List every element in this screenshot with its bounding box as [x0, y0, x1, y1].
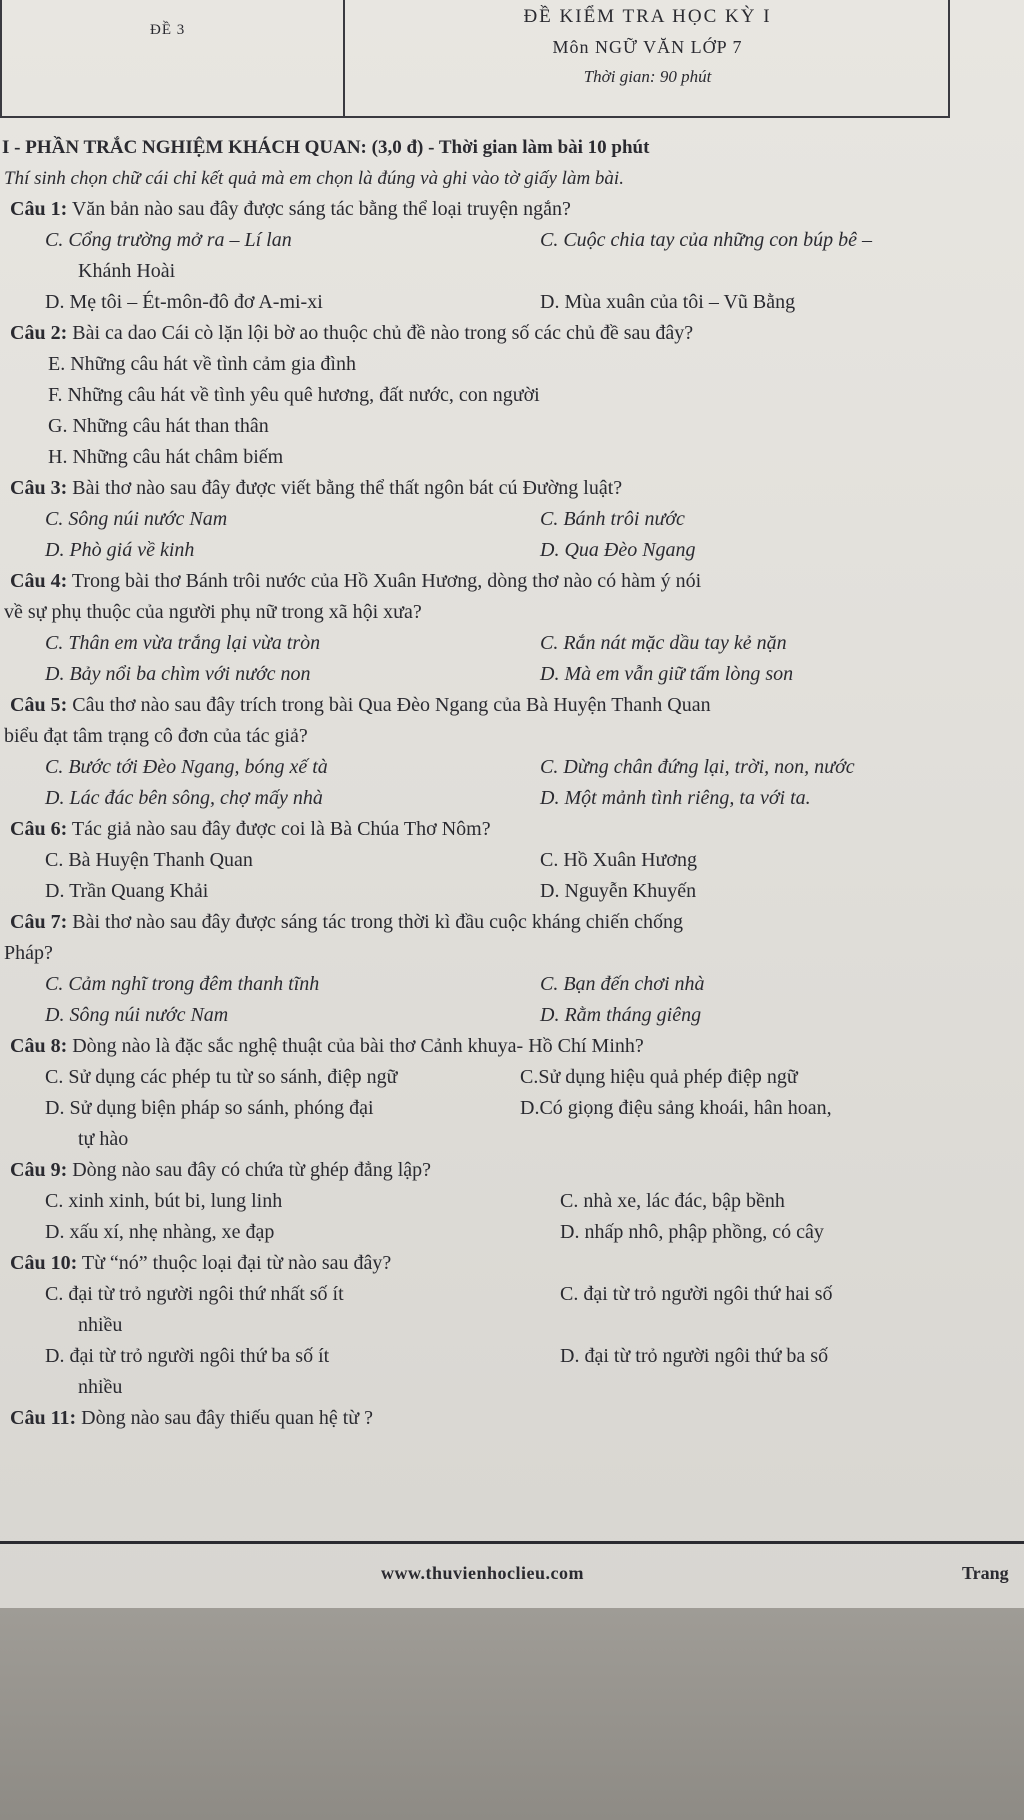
- question-number: Câu 6:: [10, 818, 68, 840]
- exam-code: ĐỀ 3: [150, 22, 186, 38]
- option: C. Cảm nghĩ trong đêm thanh tĩnh: [45, 973, 320, 995]
- option: C. Bánh trôi nước: [540, 508, 685, 530]
- options-row: [0, 969, 1024, 1000]
- question-number: Câu 8:: [10, 1035, 68, 1057]
- option-continuation: [0, 1372, 1024, 1403]
- option: F. Những câu hát về tình yêu quê hương, đất nước, con người: [48, 384, 540, 406]
- option-continuation-text: Khánh Hoài: [78, 260, 176, 282]
- question-number: Câu 1:: [10, 198, 68, 220]
- option: C. đại từ trỏ người ngôi thứ nhất số ít: [45, 1283, 344, 1305]
- option-continuation: [0, 1124, 1024, 1155]
- question-text: Bài thơ nào sau đây được viết bằng thể thất ngôn bát cú Đường luật?: [67, 477, 623, 499]
- option: D. Qua Đèo Ngang: [540, 539, 696, 561]
- section-title: I - PHẦN TRẮC NGHIỆM KHÁCH QUAN: (3,0 đ) - Thời gian làm bài 10 phút: [2, 137, 650, 158]
- option: C. Thân em vừa trắng lại vừa tròn: [45, 632, 321, 654]
- options-row: [0, 876, 1024, 907]
- option-continuation: [0, 1310, 1024, 1341]
- option: C. Sông núi nước Nam: [45, 508, 228, 530]
- question-6: [0, 814, 1024, 845]
- options-row: [0, 628, 1024, 659]
- question-number: Câu 10:: [10, 1252, 78, 1274]
- question-3: [0, 473, 1024, 504]
- option-continuation: [0, 256, 1024, 287]
- question-11: [0, 1403, 1024, 1434]
- option-row: [0, 380, 1024, 411]
- option: C. xinh xinh, bút bi, lung linh: [45, 1190, 283, 1212]
- option: D. Mẹ tôi – Ét-môn-đô đơ A-mi-xi: [45, 291, 323, 313]
- option: D. đại từ trỏ người ngôi thứ ba số: [560, 1345, 829, 1367]
- question-4: [0, 566, 1024, 597]
- option-continuation-text: tự hào: [78, 1128, 129, 1150]
- option: C. Cổng trường mở ra – Lí lan: [45, 229, 292, 251]
- exam-title: ĐỀ KIỂM TRA HỌC KỲ I: [523, 6, 772, 27]
- options-row: [0, 845, 1024, 876]
- options-row: [0, 1279, 1024, 1310]
- options-row: [0, 1000, 1024, 1031]
- option: D. Sông núi nước Nam: [45, 1004, 229, 1026]
- option: C. Dừng chân đứng lại, trời, non, nước: [540, 756, 855, 778]
- options-row: [0, 287, 1024, 318]
- option: D. Sử dụng biện pháp so sánh, phóng đại: [45, 1097, 374, 1119]
- option: C. Hồ Xuân Hương: [540, 849, 697, 871]
- option: D. Lác đác bên sông, chợ mấy nhà: [45, 787, 323, 809]
- options-row: [0, 1341, 1024, 1372]
- section-instruction: Thí sinh chọn chữ cái chỉ kết quả mà em chọn là đúng và ghi vào tờ giấy làm bài.: [4, 168, 624, 189]
- option: D. Rằm tháng giêng: [540, 1004, 702, 1026]
- options-row: [0, 225, 1024, 256]
- options-row: [0, 1093, 1024, 1124]
- option: D. Mà em vẫn giữ tấm lòng son: [540, 663, 794, 685]
- option: D. Một mảnh tình riêng, ta với ta.: [540, 787, 811, 809]
- option: D. Mùa xuân của tôi – Vũ Bằng: [540, 291, 796, 313]
- option: C. Bà Huyện Thanh Quan: [45, 849, 253, 871]
- option-row: [0, 349, 1024, 380]
- footer-page-label: Trang: [962, 1563, 1009, 1583]
- option: E. Những câu hát về tình cảm gia đình: [48, 353, 356, 375]
- question-7: [0, 907, 1024, 938]
- question-8: [0, 1031, 1024, 1062]
- option-continuation-text: nhiều: [78, 1314, 123, 1336]
- option: C. nhà xe, lác đác, bập bềnh: [560, 1190, 785, 1212]
- question-number: Câu 4:: [10, 570, 68, 592]
- option: D.Có giọng điệu sảng khoái, hân hoan,: [520, 1097, 832, 1119]
- question-text: Câu thơ nào sau đây trích trong bài Qua Đèo Ngang của Bà Huyện Thanh Quan: [67, 694, 711, 716]
- options-row: [0, 659, 1024, 690]
- header-info: [345, 2, 950, 92]
- option: D. Bảy nổi ba chìm với nước non: [45, 663, 311, 685]
- question-text-continuation: về sự phụ thuộc của người phụ nữ trong xã hội xưa?: [4, 601, 422, 623]
- options-row: [0, 535, 1024, 566]
- question-text: Trong bài thơ Bánh trôi nước của Hồ Xuân Hương, dòng thơ nào có hàm ý nói: [67, 570, 702, 592]
- option-row: [0, 442, 1024, 473]
- option: D. nhấp nhô, phập phồng, có cây: [560, 1221, 824, 1243]
- question-number: Câu 7:: [10, 911, 68, 933]
- option: D. Trần Quang Khải: [45, 880, 209, 902]
- question-text-continuation: Pháp?: [4, 942, 53, 964]
- option: C. Bạn đến chơi nhà: [540, 973, 705, 995]
- question-text: Từ “nó” thuộc loại đại từ nào sau đây?: [77, 1252, 392, 1274]
- question-text: Dòng nào sau đây có chứa từ ghép đẳng lập?: [67, 1159, 432, 1181]
- options-row: [0, 1186, 1024, 1217]
- question-5: [0, 690, 1024, 721]
- footer-url: www.thuvienhoclieu.com: [381, 1563, 585, 1583]
- option: D. Nguyễn Khuyến: [540, 880, 697, 902]
- question-2: [0, 318, 1024, 349]
- question-text: Văn bản nào sau đây được sáng tác bằng thể loại truyện ngắn?: [67, 198, 571, 220]
- footer-rule: [0, 1541, 1024, 1544]
- question-number: Câu 2:: [10, 322, 68, 344]
- question-number: Câu 5:: [10, 694, 68, 716]
- options-row: [0, 783, 1024, 814]
- question-text: Bài ca dao Cái cò lặn lội bờ ao thuộc chủ đề nào trong số các chủ đề sau đây?: [67, 322, 694, 344]
- question-list: [0, 132, 1024, 1434]
- option: D. đại từ trỏ người ngôi thứ ba số ít: [45, 1345, 330, 1367]
- options-row: [0, 752, 1024, 783]
- option: H. Những câu hát châm biếm: [48, 446, 284, 468]
- option: G. Những câu hát than thân: [48, 415, 269, 437]
- option: C. Rắn nát mặc dầu tay kẻ nặn: [540, 632, 787, 654]
- options-row: [0, 1217, 1024, 1248]
- exam-time: Thời gian: 90 phút: [583, 67, 712, 86]
- question-1: [0, 194, 1024, 225]
- question-number: Câu 9:: [10, 1159, 68, 1181]
- question-9: [0, 1155, 1024, 1186]
- exam-subject: Môn NGỮ VĂN LỚP 7: [552, 37, 743, 57]
- option: C. Sử dụng các phép tu từ so sánh, điệp ngữ: [45, 1066, 398, 1088]
- option-continuation-text: nhiều: [78, 1376, 123, 1398]
- question-number: Câu 3:: [10, 477, 68, 499]
- options-row: [0, 504, 1024, 535]
- question-number: Câu 11:: [10, 1407, 77, 1429]
- options-row: [0, 1062, 1024, 1093]
- option: D. Phò giá về kinh: [45, 539, 195, 561]
- question-text: Dòng nào là đặc sắc nghệ thuật của bài thơ Cảnh khuya- Hồ Chí Minh?: [67, 1035, 644, 1057]
- option-row: [0, 411, 1024, 442]
- question-10: [0, 1248, 1024, 1279]
- question-text: Bài thơ nào sau đây được sáng tác trong thời kì đầu cuộc kháng chiến chống: [67, 911, 683, 933]
- question-text: Dòng nào sau đây thiếu quan hệ từ ?: [76, 1407, 373, 1429]
- option: C. Bước tới Đèo Ngang, bóng xế tà: [45, 756, 328, 778]
- table-surface: [0, 1608, 1024, 1820]
- option: C. đại từ trỏ người ngôi thứ hai số: [560, 1283, 833, 1305]
- option: D. xấu xí, nhẹ nhàng, xe đạp: [45, 1221, 275, 1243]
- option: C. Cuộc chia tay của những con búp bê –: [540, 229, 872, 251]
- question-text-continuation: biểu đạt tâm trạng cô đơn của tác giả?: [4, 725, 308, 747]
- question-text: Tác giả nào sau đây được coi là Bà Chúa Thơ Nôm?: [67, 818, 491, 840]
- option: C.Sử dụng hiệu quả phép điệp ngữ: [520, 1066, 798, 1088]
